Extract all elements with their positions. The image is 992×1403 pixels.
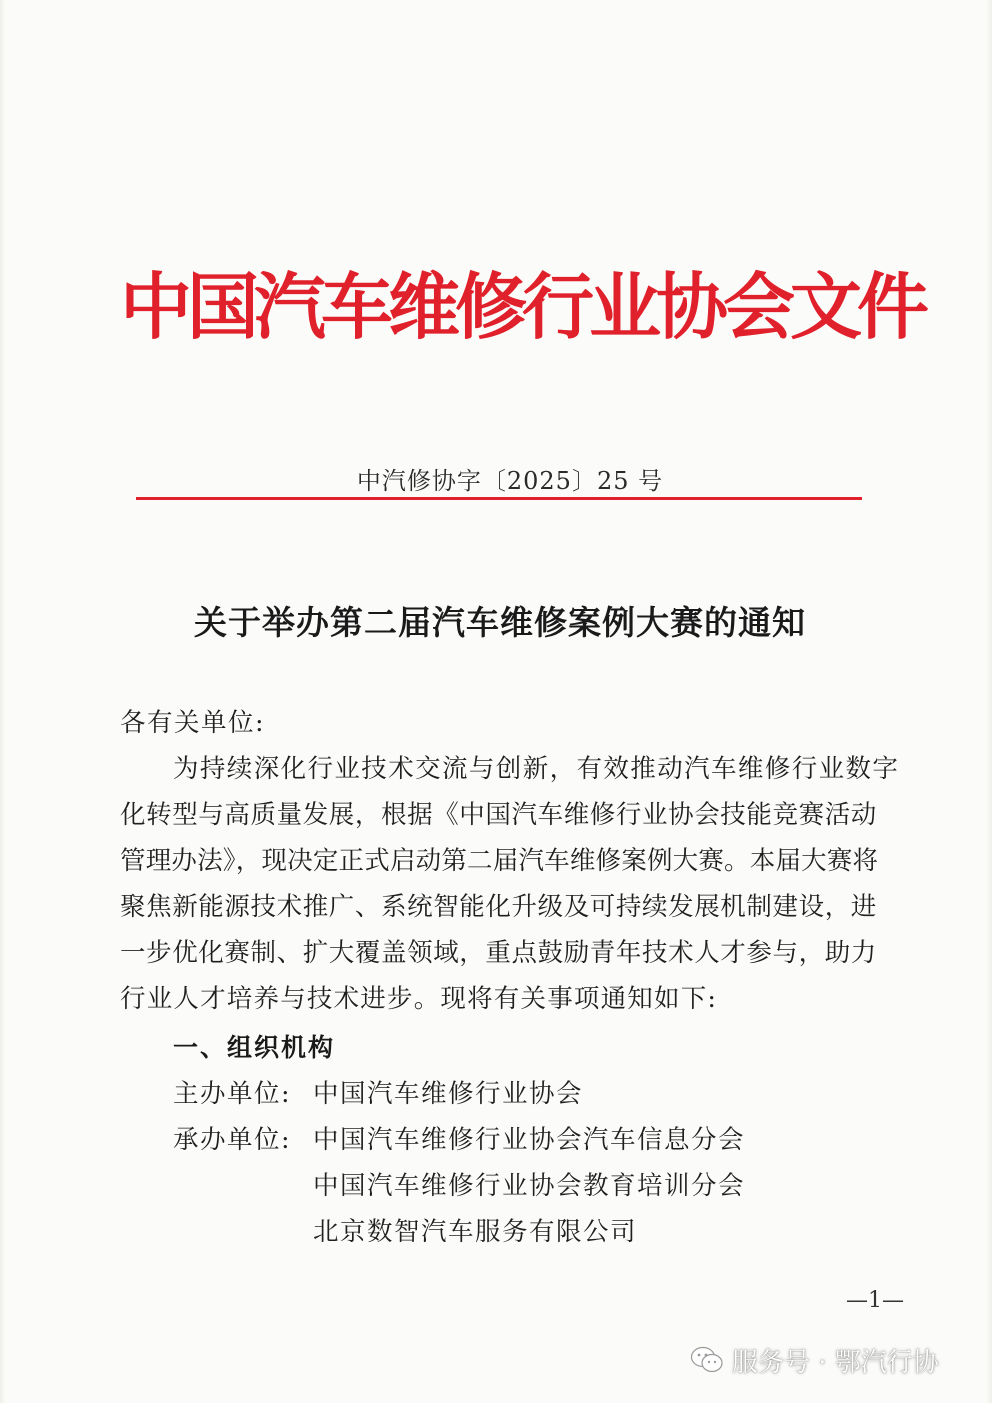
wechat-icon (690, 1345, 724, 1375)
salutation: 各有关单位: (120, 708, 266, 738)
host-label: 主办单位: (173, 1079, 292, 1109)
organizer-item: 中国汽车维修行业协会汽车信息分会 (313, 1125, 746, 1155)
paragraph-line: 化转型与高质量发展，根据《中国汽车维修行业协会技能竞赛活动 (120, 800, 877, 830)
paragraph-line: 为持续深化行业技术交流与创新，有效推动汽车维修行业数字 (173, 754, 900, 784)
wechat-watermark (690, 1340, 939, 1380)
watermark-text: 服务号 · 鄂汽行协 (732, 1347, 939, 1378)
document-number: 中汽修协字〔2025〕25 号 (356, 467, 664, 495)
notice-title: 关于举办第二届汽车维修案例大赛的通知 (194, 603, 806, 642)
document-header-title: 中国汽车维修行业协会文件 (120, 265, 925, 349)
organizer-item: 北京数智汽车服务有限公司 (313, 1217, 638, 1247)
paragraph-line: 管理办法》，现决定正式启动第二届汽车维修案例大赛。本届大赛将 (120, 846, 879, 876)
header-divider (136, 497, 862, 500)
paragraph-line: 聚焦新能源技术推广、系统智能化升级及可持续发展机制建设，进 (120, 892, 877, 922)
organizer-item: 中国汽车维修行业协会教育培训分会 (313, 1171, 746, 1201)
paragraph-line: 一步优化赛制、扩大覆盖领域，重点鼓励青年技术人才参与，助力 (120, 938, 877, 968)
page-number: —1— (846, 1288, 904, 1313)
host-value: 中国汽车维修行业协会 (313, 1079, 584, 1109)
section-heading-organization: 一、组织机构 (173, 1033, 336, 1062)
paragraph-line: 行业人才培养与技术进步。现将有关事项通知如下: (120, 984, 718, 1014)
organizer-label: 承办单位: (173, 1125, 292, 1155)
